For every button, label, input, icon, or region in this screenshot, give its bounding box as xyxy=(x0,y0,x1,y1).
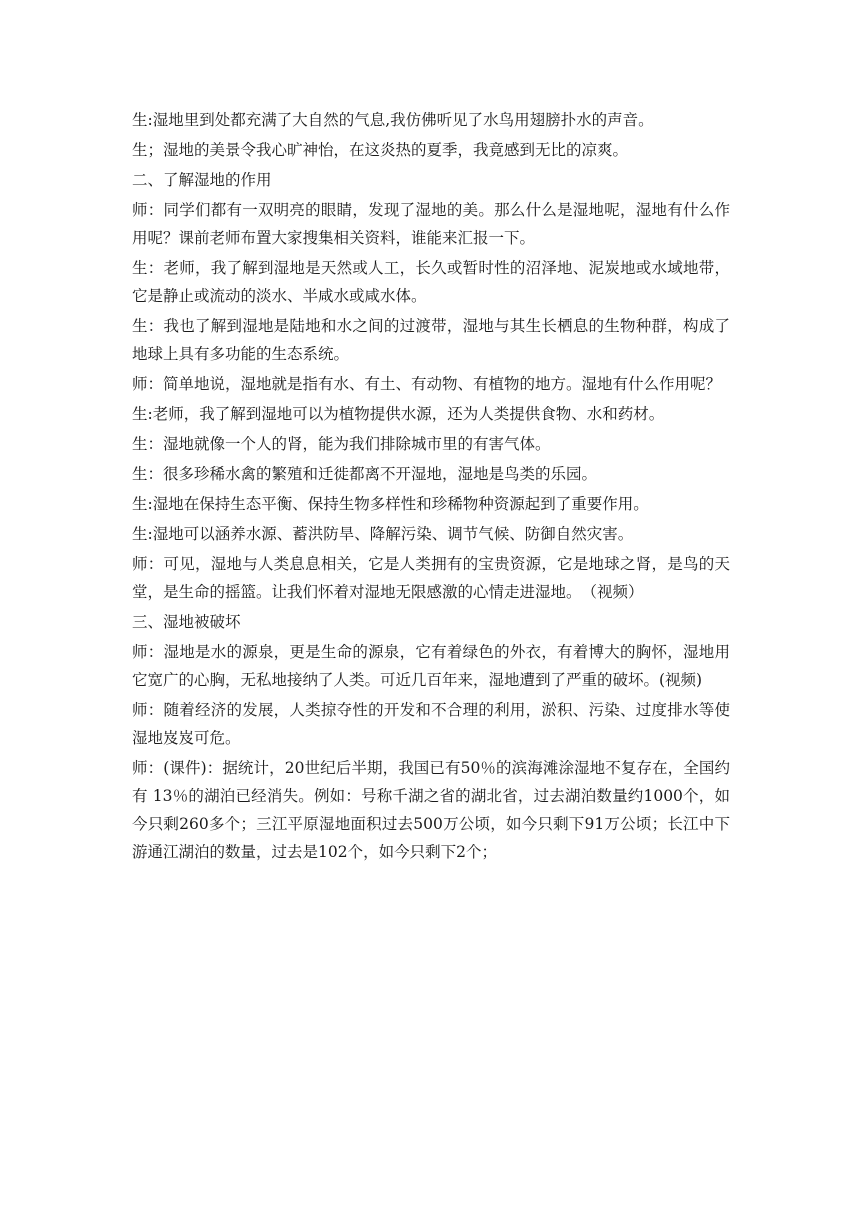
paragraph-teacher-economy: 师：随着经济的发展，人类掠夺性的开发和不合理的利用，淤积、污染、过度排水等使湿地岌岌可危。 xyxy=(132,701,730,747)
paragraph-student-balance: 生:湿地在保持生态平衡、保持生物多样性和珍稀物种资源起到了重要作用。 xyxy=(132,495,649,513)
paragraph-student-definition: 生：老师，我了解到湿地是天然或人工，长久或暂时性的沼泽地、泥炭地或水域地带，它是静止或流动的淡水、半咸水或咸水体。 xyxy=(132,259,730,305)
paragraph-student-nature: 生:湿地里到处都充满了大自然的气息,我仿佛听见了水鸟用翅膀扑水的声音。 xyxy=(132,111,654,129)
paragraph-teacher-question: 师：同学们都有一双明亮的眼睛，发现了湿地的美。那么什么是湿地呢，湿地有什么作用呢？课前老师布置大家搜集相关资料，谁能来汇报一下。 xyxy=(132,201,730,247)
section-heading-destruction: 三、湿地被破坏 xyxy=(132,613,241,631)
paragraph-student-kidney: 生：湿地就像一个人的肾，能为我们排除城市里的有害气体。 xyxy=(132,435,551,453)
paragraph-student-water-source: 生:老师，我了解到湿地可以为植物提供水源，还为人类提供食物、水和药材。 xyxy=(132,405,665,423)
paragraph-teacher-statistics: 师：(课件)：据统计，20世纪后半期，我国已有50％的滨海滩涂湿地不复存在，全国约有 13％的湖泊已经消失。例如：号称千湖之省的湖北省，过去湖泊数量约1000个，如今只剩260多个；三江平原湿地面积过去500万公顷，如今只剩下91万公顷；长江中下游通江湖泊的数量，过去是102个，如今只剩下2个； xyxy=(132,759,730,861)
paragraph-student-birds: 生：很多珍稀水禽的繁殖和迁徙都离不开湿地，湿地是鸟类的乐园。 xyxy=(132,465,598,483)
paragraph-teacher-source: 师：湿地是水的源泉，更是生命的源泉，它有着绿色的外衣，有着博大的胸怀，湿地用它宽广的心胸，无私地接纳了人类。可近几百年来，湿地遭到了严重的破坏。(视频) xyxy=(132,643,730,689)
section-heading-function: 二、了解湿地的作用 xyxy=(132,171,272,189)
document-body xyxy=(132,106,730,868)
paragraph-student-cool: 生；湿地的美景令我心旷神怡，在这炎热的夏季，我竟感到无比的凉爽。 xyxy=(132,141,629,159)
paragraph-teacher-summary: 师：简单地说，湿地就是指有水、有土、有动物、有植物的地方。湿地有什么作用呢？ xyxy=(132,375,722,393)
paragraph-teacher-conclusion: 师：可见，湿地与人类息息相关，它是人类拥有的宝贵资源，它是地球之肾，是鸟的天堂，是生命的摇篮。让我们怀着对湿地无限感激的心情走进湿地。 （视频） xyxy=(132,555,730,601)
paragraph-student-functions: 生:湿地可以涵养水源、蓄洪防旱、降解污染、调节气候、防御自然灾害。 xyxy=(132,525,634,543)
paragraph-student-transition: 生：我也了解到湿地是陆地和水之间的过渡带，湿地与其生长栖息的生物种群，构成了地球上具有多功能的生态系统。 xyxy=(132,317,730,363)
